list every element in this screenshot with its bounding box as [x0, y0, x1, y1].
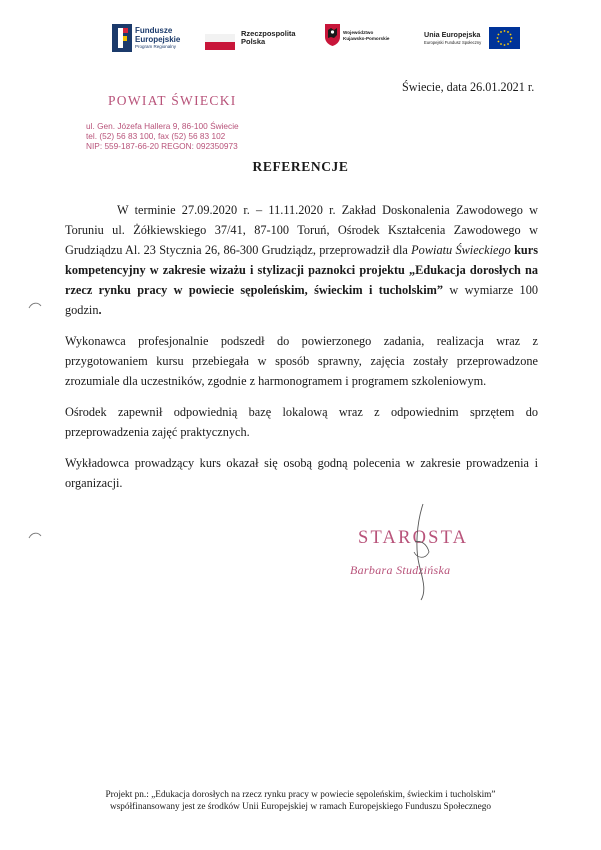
starosta-stamp: STAROSTA — [358, 528, 469, 548]
stamp-name: POWIAT ŚWIECKI — [108, 93, 237, 108]
wk-line1: Województwo — [343, 30, 374, 35]
document-footer — [0, 789, 601, 813]
document-body — [65, 200, 538, 493]
document-date: Świecie, data 26.01.2021 r. — [402, 80, 535, 94]
poland-flag-icon — [205, 34, 235, 50]
punch-hole-mark — [28, 530, 42, 540]
unia-europejska-logo — [424, 22, 522, 56]
paragraph-1-end: . — [98, 303, 102, 317]
signatory-name-stamp: Barbara Studzińska — [350, 563, 451, 577]
logo-bar — [112, 20, 522, 60]
rzeczpospolita-polska-logo — [205, 24, 305, 54]
punch-hole-mark — [28, 300, 42, 310]
wk-line2: Kujawsko-Pomorskie — [343, 36, 390, 41]
stamp-address: ul. Gen. Józefa Hallera 9, 86-100 Świecie — [86, 121, 239, 131]
powiat-swiecki-stamp — [86, 93, 276, 151]
ue-title: Unia Europejska — [424, 30, 481, 39]
paragraph-1-italic: Powiatu Świeckiego — [411, 243, 511, 257]
fe-line1: Fundusze — [135, 26, 173, 35]
handwritten-signature — [405, 502, 435, 602]
paragraph-1-text: W terminie 27.09.2020 r. – 11.11.2020 r. Zakład Doskonalenia Zawodowego w Toruniu ul. Żółkiewskiego 37/41, 87-100 Toruń, Ośrodek Kształcenia Zawodowego w Grudziądzu Al. 23 Stycznia 26, 86-300 Grudziądz, przeprowadził dla — [65, 203, 538, 257]
stamp-phone: tel. (52) 56 83 100, fax (52) 56 83 102 — [86, 131, 226, 141]
footer-line-2: współfinansowany jest ze środków Unii Europejskiej w ramach Europejskiego Funduszu Społecznego — [109, 802, 492, 812]
paragraph-1 — [65, 200, 538, 320]
stamp-ids: NIP: 559-187-66-20 REGON: 092350973 — [86, 141, 238, 151]
paragraph-1-bold: kurs kompetencyjny w zakresie wizażu i stylizacji paznokci projektu „Edukacja dorosłych na rzecz rynku pracy w powiecie sępoleńskim, świeckim i tucholskim” — [65, 243, 538, 297]
fundusze-europejskie-icon — [112, 24, 132, 52]
paragraph-1-tail: w wymiarze 100 godzin — [65, 283, 538, 317]
wojewodztwo-kujawsko-pomorskie-logo — [325, 24, 415, 54]
paragraph-2: Wykonawca profesjonalnie podszedł do powierzonego zadania, realizacja wraz z przygotowaniem kursu przebiegała w sposób sprawny, zajęcia zostały przeprowadzone zrozumiale dla uczestników, zgodnie z harmonogramem i programem szkoleniowym. — [65, 334, 538, 388]
rp-line1: Rzeczpospolita — [241, 29, 296, 38]
document-title: REFERENCJE — [252, 159, 349, 174]
paragraph-4: Wykładowca prowadzący kurs okazał się osobą godną polecenia w zakresie prowadzenia i organizacji. — [65, 456, 538, 490]
fe-program-text: Program Regionalny — [135, 44, 177, 49]
paragraph-3: Ośrodek zapewnił odpowiednią bazę lokalową wraz z odpowiednim sprzętem do przeprowadzenia zajęć praktycznych. — [65, 405, 538, 439]
coat-of-arms-icon — [325, 24, 340, 46]
rp-line2: Polska — [241, 37, 266, 46]
footer-line-1: Projekt pn.: „Edukacja dorosłych na rzecz rynku pracy w powiecie sępoleńskim, świeckim i tucholskim” — [105, 790, 496, 800]
fe-line2: Europejskie — [135, 35, 181, 44]
rzeczpospolita-polska-text — [241, 30, 296, 46]
ue-fund-text: Europejski Fundusz Społeczny — [424, 40, 482, 45]
fundusze-europejskie-logo — [112, 22, 202, 56]
fundusze-europejskie-text — [135, 26, 180, 44]
eu-flag-icon — [489, 27, 520, 49]
wojewodztwo-text — [343, 30, 389, 42]
